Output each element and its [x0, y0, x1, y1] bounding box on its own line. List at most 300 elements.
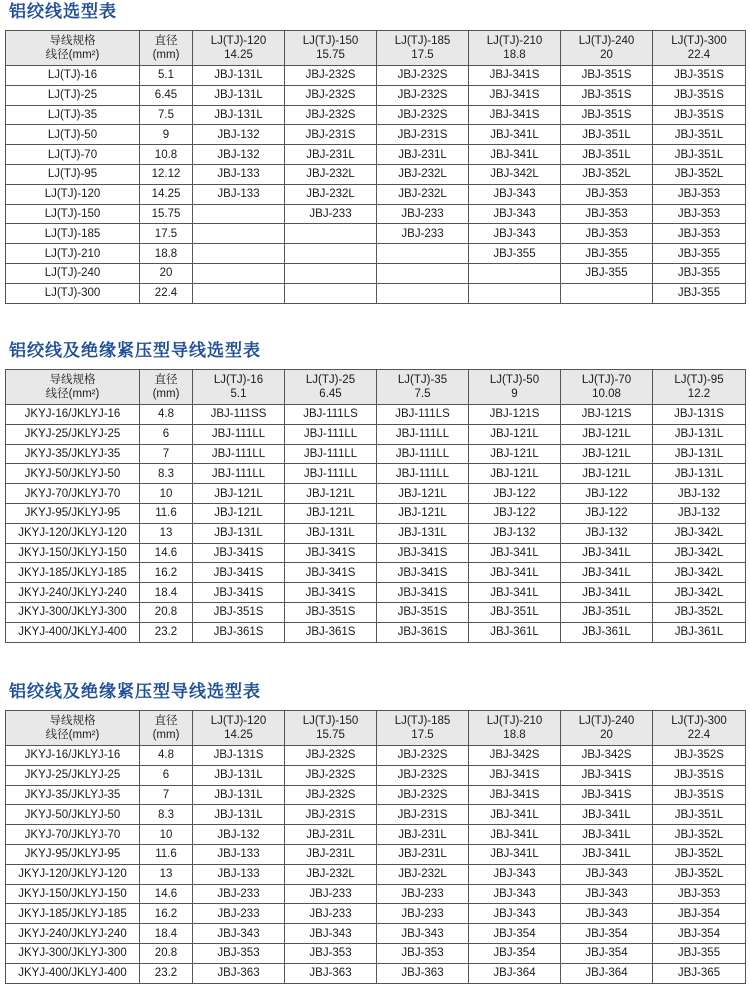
cell-connector-model: JBJ-121S: [561, 405, 653, 425]
cell-connector-model: JBJ-233: [193, 884, 285, 904]
header-diameter: [140, 711, 193, 746]
cell-connector-model: JBJ-232S: [285, 85, 377, 105]
table-row: [6, 785, 746, 805]
table-row: [6, 963, 746, 983]
cell-connector-model: JBJ-232L: [377, 184, 469, 204]
header-conductor-name: LJ(TJ)-210: [486, 35, 543, 47]
cell-connector-model: JBJ-133: [193, 184, 285, 204]
cell-connector-model: JBJ-232S: [377, 785, 469, 805]
cell-connector-model: JBJ-341L: [561, 543, 653, 563]
cell-connector-model: JBJ-111LL: [285, 464, 377, 484]
cell-connector-model: JBJ-361S: [193, 622, 285, 642]
cell-spec: LJ(TJ)-300: [6, 283, 140, 303]
cell-diameter: 18.8: [140, 244, 193, 264]
header-conductor-name: LJ(TJ)-150: [302, 35, 359, 47]
cell-spec: JKYJ-240/JKLYJ-240: [6, 924, 140, 944]
cell-connector-model: JBJ-353: [653, 884, 746, 904]
cell-connector-model: JBJ-341S: [193, 563, 285, 583]
cell-diameter: 20.8: [140, 943, 193, 963]
table-row: [6, 924, 746, 944]
cell-connector-model: JBJ-231S: [377, 125, 469, 145]
header-diameter-line2: (mm): [152, 729, 180, 741]
header-diameter-line1: 直径: [154, 374, 178, 386]
cell-diameter: 18.4: [140, 924, 193, 944]
cell-connector-model: JBJ-232L: [285, 184, 377, 204]
cell-connector-model: JBJ-122: [469, 484, 561, 504]
cell-connector-model: JBJ-361L: [469, 622, 561, 642]
cell-connector-model: JBJ-341L: [561, 844, 653, 864]
cell-connector-model: JBJ-232L: [285, 164, 377, 184]
cell-connector-model: JBJ-353: [285, 943, 377, 963]
cell-connector-model: JBJ-111SS: [193, 405, 285, 425]
cell-connector-model: JBJ-351S: [653, 66, 746, 86]
cell-connector-model: JBJ-232S: [377, 85, 469, 105]
cell-connector-model: JBJ-354: [561, 943, 653, 963]
cell-connector-model: JBJ-341S: [561, 785, 653, 805]
header-conductor-name: LJ(TJ)-185: [394, 35, 451, 47]
cell-connector-model: JBJ-131L: [193, 523, 285, 543]
cell-connector-model: JBJ-351S: [561, 66, 653, 86]
cell-connector-model: [469, 263, 561, 283]
cell-diameter: 13: [140, 523, 193, 543]
cell-connector-model: JBJ-131L: [193, 85, 285, 105]
table-row: [6, 943, 746, 963]
header-conductor-diameter: 15.75: [316, 49, 345, 61]
table-row: [6, 164, 746, 184]
cell-connector-model: JBJ-343: [469, 224, 561, 244]
cell-spec: JKYJ-25/JKLYJ-25: [6, 424, 140, 444]
cell-connector-model: JBJ-365: [653, 963, 746, 983]
cell-connector-model: JBJ-131L: [193, 66, 285, 86]
section-title: 铝绞线及绝缘紧压型导线选型表: [9, 341, 261, 360]
cell-connector-model: JBJ-361L: [561, 622, 653, 642]
cell-diameter: 4.8: [140, 405, 193, 425]
cell-connector-model: JBJ-232S: [285, 105, 377, 125]
cell-connector-model: JBJ-232L: [377, 864, 469, 884]
cell-connector-model: JBJ-232S: [377, 765, 469, 785]
cell-connector-model: JBJ-341L: [561, 805, 653, 825]
header-conductor-diameter: 12.2: [687, 388, 711, 400]
header-conductor-diameter: 7.5: [414, 388, 431, 400]
table-row: [6, 864, 746, 884]
cell-connector-model: JBJ-231L: [377, 825, 469, 845]
header-spec-line2: 线径(mm²): [45, 49, 100, 61]
table-row: [6, 145, 746, 165]
cell-spec: JKYJ-300/JKLYJ-300: [6, 602, 140, 622]
table-row: [6, 563, 746, 583]
cell-connector-model: JBJ-364: [469, 963, 561, 983]
cell-connector-model: JBJ-341S: [285, 543, 377, 563]
cell-connector-model: JBJ-351L: [653, 145, 746, 165]
header-conductor: [285, 31, 377, 66]
selection-section: [5, 680, 745, 992]
cell-connector-model: JBJ-341S: [193, 583, 285, 603]
cell-spec: JKYJ-120/JKLYJ-120: [6, 523, 140, 543]
cell-connector-model: [377, 283, 469, 303]
header-spec: [6, 370, 140, 405]
cell-connector-model: JBJ-361L: [653, 622, 746, 642]
cell-connector-model: JBJ-231L: [285, 844, 377, 864]
header-conductor: [561, 711, 653, 746]
table-row: [6, 263, 746, 283]
cell-connector-model: JBJ-111LL: [193, 444, 285, 464]
cell-connector-model: JBJ-131L: [653, 464, 746, 484]
header-conductor: [469, 31, 561, 66]
selection-table: [5, 369, 746, 643]
cell-diameter: 5.1: [140, 66, 193, 86]
cell-connector-model: JBJ-351S: [653, 85, 746, 105]
table-row: [6, 85, 746, 105]
cell-connector-model: JBJ-233: [285, 884, 377, 904]
header-conductor: [469, 370, 561, 405]
cell-connector-model: JBJ-121L: [469, 444, 561, 464]
header-conductor-name: LJ(TJ)-50: [489, 374, 540, 386]
cell-connector-model: JBJ-361S: [285, 622, 377, 642]
cell-connector-model: JBJ-132: [469, 523, 561, 543]
cell-connector-model: JBJ-132: [193, 125, 285, 145]
cell-diameter: 20: [140, 263, 193, 283]
header-conductor-diameter: 5.1: [230, 388, 247, 400]
cell-spec: LJ(TJ)-70: [6, 145, 140, 165]
cell-connector-model: JBJ-343: [469, 204, 561, 224]
cell-connector-model: JBJ-341S: [285, 583, 377, 603]
cell-connector-model: JBJ-231S: [285, 125, 377, 145]
header-conductor-diameter: 17.5: [411, 49, 434, 61]
cell-connector-model: JBJ-132: [193, 825, 285, 845]
cell-spec: LJ(TJ)-95: [6, 164, 140, 184]
cell-connector-model: JBJ-355: [469, 244, 561, 264]
cell-diameter: 11.6: [140, 503, 193, 523]
cell-connector-model: JBJ-342L: [653, 583, 746, 603]
cell-connector-model: JBJ-341S: [561, 765, 653, 785]
cell-diameter: 13: [140, 864, 193, 884]
cell-connector-model: JBJ-122: [469, 503, 561, 523]
header-conductor-diameter: 22.4: [687, 729, 711, 741]
cell-diameter: 16.2: [140, 563, 193, 583]
cell-connector-model: JBJ-121L: [561, 424, 653, 444]
cell-connector-model: JBJ-351S: [561, 105, 653, 125]
cell-connector-model: JBJ-363: [377, 963, 469, 983]
header-conductor: [469, 711, 561, 746]
cell-connector-model: JBJ-354: [653, 924, 746, 944]
cell-connector-model: JBJ-232S: [285, 765, 377, 785]
cell-spec: JKYJ-25/JKLYJ-25: [6, 765, 140, 785]
cell-connector-model: JBJ-232S: [285, 66, 377, 86]
header-spec-line1: 导线规格: [49, 374, 96, 386]
cell-connector-model: JBJ-351S: [285, 602, 377, 622]
header-diameter-line2: (mm): [152, 49, 180, 61]
cell-diameter: 10: [140, 825, 193, 845]
selection-table: [5, 30, 746, 304]
cell-connector-model: JBJ-231L: [377, 145, 469, 165]
cell-connector-model: JBJ-355: [653, 283, 746, 303]
cell-connector-model: JBJ-341L: [561, 583, 653, 603]
cell-connector-model: JBJ-341L: [561, 563, 653, 583]
cell-diameter: 7: [140, 785, 193, 805]
cell-connector-model: JBJ-355: [561, 263, 653, 283]
table-row: [6, 583, 746, 603]
cell-connector-model: JBJ-341S: [377, 583, 469, 603]
cell-connector-model: JBJ-354: [469, 924, 561, 944]
cell-diameter: 7.5: [140, 105, 193, 125]
header-conductor-diameter: 18.8: [503, 729, 526, 741]
cell-diameter: 18.4: [140, 583, 193, 603]
cell-connector-model: JBJ-353: [561, 184, 653, 204]
cell-connector-model: JBJ-361S: [377, 622, 469, 642]
cell-diameter: 14.6: [140, 543, 193, 563]
header-conductor-diameter: 10.08: [592, 388, 621, 400]
cell-connector-model: JBJ-352L: [653, 602, 746, 622]
cell-connector-model: JBJ-351L: [561, 602, 653, 622]
table-row: [6, 283, 746, 303]
cell-connector-model: JBJ-341L: [469, 145, 561, 165]
cell-spec: JKYJ-240/JKLYJ-240: [6, 583, 140, 603]
cell-connector-model: JBJ-233: [193, 904, 285, 924]
cell-connector-model: JBJ-121L: [469, 424, 561, 444]
cell-connector-model: JBJ-232S: [285, 785, 377, 805]
header-conductor-name: LJ(TJ)-300: [671, 715, 727, 727]
cell-connector-model: JBJ-351S: [653, 105, 746, 125]
cell-connector-model: JBJ-121L: [377, 503, 469, 523]
table-row: [6, 224, 746, 244]
header-conductor-diameter: 9: [511, 388, 518, 400]
cell-connector-model: JBJ-111LS: [285, 405, 377, 425]
header-conductor: [561, 370, 653, 405]
cell-spec: LJ(TJ)-120: [6, 184, 140, 204]
cell-connector-model: JBJ-131L: [193, 105, 285, 125]
cell-connector-model: JBJ-341S: [469, 785, 561, 805]
cell-diameter: 6.45: [140, 85, 193, 105]
cell-connector-model: JBJ-343: [285, 924, 377, 944]
cell-connector-model: JBJ-343: [469, 884, 561, 904]
cell-connector-model: [469, 283, 561, 303]
cell-diameter: 12.12: [140, 164, 193, 184]
cell-connector-model: JBJ-341L: [469, 543, 561, 563]
cell-connector-model: [285, 224, 377, 244]
cell-connector-model: JBJ-341S: [377, 563, 469, 583]
cell-connector-model: JBJ-352L: [653, 164, 746, 184]
header-conductor-diameter: 20: [600, 729, 613, 741]
cell-connector-model: JBJ-342L: [469, 164, 561, 184]
cell-spec: JKYJ-70/JKLYJ-70: [6, 484, 140, 504]
cell-spec: JKYJ-120/JKLYJ-120: [6, 864, 140, 884]
cell-connector-model: JBJ-343: [469, 904, 561, 924]
table-row: [6, 543, 746, 563]
cell-diameter: 6: [140, 765, 193, 785]
cell-connector-model: JBJ-121L: [285, 503, 377, 523]
header-conductor: [285, 370, 377, 405]
header-conductor: [561, 31, 653, 66]
cell-connector-model: JBJ-132: [653, 503, 746, 523]
cell-connector-model: JBJ-111LL: [377, 464, 469, 484]
cell-connector-model: JBJ-355: [653, 263, 746, 283]
header-row: [6, 370, 746, 405]
cell-spec: JKYJ-16/JKLYJ-16: [6, 405, 140, 425]
header-row: [6, 711, 746, 746]
cell-connector-model: JBJ-111LL: [193, 424, 285, 444]
cell-connector-model: JBJ-351L: [561, 125, 653, 145]
cell-connector-model: JBJ-351S: [193, 602, 285, 622]
header-conductor: [377, 370, 469, 405]
cell-connector-model: JBJ-111LL: [285, 424, 377, 444]
header-diameter-line1: 直径: [154, 35, 178, 47]
cell-connector-model: JBJ-355: [653, 943, 746, 963]
cell-connector-model: JBJ-232S: [377, 746, 469, 766]
cell-connector-model: JBJ-355: [561, 244, 653, 264]
cell-diameter: 23.2: [140, 622, 193, 642]
cell-diameter: 20.8: [140, 602, 193, 622]
cell-diameter: 15.75: [140, 204, 193, 224]
cell-connector-model: JBJ-353: [561, 204, 653, 224]
cell-spec: LJ(TJ)-210: [6, 244, 140, 264]
cell-diameter: 10: [140, 484, 193, 504]
cell-connector-model: JBJ-353: [653, 224, 746, 244]
cell-connector-model: JBJ-131L: [653, 424, 746, 444]
cell-connector-model: JBJ-131L: [193, 785, 285, 805]
header-conductor: [377, 31, 469, 66]
header-conductor: [653, 711, 746, 746]
cell-spec: LJ(TJ)-240: [6, 263, 140, 283]
cell-connector-model: JBJ-343: [561, 904, 653, 924]
cell-connector-model: JBJ-121L: [469, 464, 561, 484]
cell-connector-model: JBJ-351L: [469, 602, 561, 622]
cell-connector-model: JBJ-341S: [469, 105, 561, 125]
table-row: [6, 105, 746, 125]
cell-connector-model: JBJ-343: [561, 884, 653, 904]
header-diameter-line2: (mm): [152, 388, 180, 400]
cell-diameter: 14.25: [140, 184, 193, 204]
cell-connector-model: JBJ-353: [561, 224, 653, 244]
cell-spec: LJ(TJ)-185: [6, 224, 140, 244]
header-conductor-name: LJ(TJ)-95: [674, 374, 724, 386]
cell-spec: JKYJ-95/JKLYJ-95: [6, 844, 140, 864]
cell-connector-model: JBJ-341L: [469, 844, 561, 864]
selection-section: [5, 0, 745, 330]
cell-connector-model: JBJ-131L: [653, 444, 746, 464]
cell-connector-model: JBJ-351S: [561, 85, 653, 105]
cell-connector-model: [377, 244, 469, 264]
cell-connector-model: JBJ-341L: [469, 805, 561, 825]
cell-spec: LJ(TJ)-16: [6, 66, 140, 86]
cell-spec: JKYJ-35/JKLYJ-35: [6, 444, 140, 464]
cell-spec: JKYJ-50/JKLYJ-50: [6, 464, 140, 484]
cell-connector-model: JBJ-121L: [377, 484, 469, 504]
cell-connector-model: JBJ-133: [193, 864, 285, 884]
cell-spec: JKYJ-185/JKLYJ-185: [6, 563, 140, 583]
cell-connector-model: JBJ-353: [653, 184, 746, 204]
cell-diameter: 7: [140, 444, 193, 464]
table-row: [6, 622, 746, 642]
cell-spec: LJ(TJ)-35: [6, 105, 140, 125]
header-row: [6, 31, 746, 66]
cell-diameter: 14.6: [140, 884, 193, 904]
cell-connector-model: JBJ-342L: [653, 523, 746, 543]
cell-connector-model: JBJ-111LL: [377, 424, 469, 444]
header-conductor: [193, 31, 285, 66]
cell-connector-model: JBJ-354: [469, 943, 561, 963]
section-title: 铝绞线选型表: [9, 2, 117, 21]
cell-connector-model: JBJ-232S: [377, 66, 469, 86]
header-conductor: [653, 370, 746, 405]
header-conductor-diameter: 20: [600, 49, 613, 61]
table-row: [6, 405, 746, 425]
table-row: [6, 444, 746, 464]
cell-connector-model: JBJ-352L: [653, 825, 746, 845]
cell-connector-model: JBJ-351S: [653, 765, 746, 785]
section-title: 铝绞线及绝缘紧压型导线选型表: [9, 682, 261, 701]
header-conductor: [193, 370, 285, 405]
cell-spec: JKYJ-185/JKLYJ-185: [6, 904, 140, 924]
cell-connector-model: JBJ-232L: [377, 164, 469, 184]
cell-connector-model: JBJ-233: [377, 904, 469, 924]
cell-connector-model: JBJ-353: [377, 943, 469, 963]
cell-diameter: 4.8: [140, 746, 193, 766]
cell-connector-model: JBJ-133: [193, 164, 285, 184]
cell-connector-model: JBJ-111LL: [193, 464, 285, 484]
cell-diameter: 8.3: [140, 805, 193, 825]
table-row: [6, 884, 746, 904]
cell-connector-model: [193, 224, 285, 244]
header-conductor-diameter: 14.25: [224, 49, 253, 61]
cell-connector-model: JBJ-121L: [193, 503, 285, 523]
cell-spec: LJ(TJ)-25: [6, 85, 140, 105]
cell-spec: JKYJ-35/JKLYJ-35: [6, 785, 140, 805]
cell-connector-model: JBJ-121S: [469, 405, 561, 425]
header-conductor: [653, 31, 746, 66]
header-conductor-diameter: 15.75: [316, 729, 345, 741]
cell-connector-model: JBJ-354: [653, 904, 746, 924]
cell-connector-model: [285, 244, 377, 264]
cell-connector-model: JBJ-131S: [193, 746, 285, 766]
header-conductor-diameter: 14.25: [224, 729, 253, 741]
cell-diameter: 9: [140, 125, 193, 145]
table-row: [6, 204, 746, 224]
cell-connector-model: JBJ-341L: [561, 825, 653, 845]
cell-connector-model: JBJ-351L: [561, 145, 653, 165]
cell-connector-model: JBJ-131L: [285, 523, 377, 543]
cell-connector-model: [193, 283, 285, 303]
cell-diameter: 8.3: [140, 464, 193, 484]
cell-connector-model: JBJ-341S: [285, 563, 377, 583]
cell-connector-model: JBJ-341S: [469, 66, 561, 86]
header-spec: [6, 31, 140, 66]
header-diameter: [140, 370, 193, 405]
cell-connector-model: JBJ-131L: [193, 805, 285, 825]
cell-connector-model: JBJ-232S: [377, 105, 469, 125]
table-row: [6, 746, 746, 766]
table-row: [6, 464, 746, 484]
cell-connector-model: JBJ-122: [561, 484, 653, 504]
cell-connector-model: JBJ-111LL: [285, 444, 377, 464]
table-row: [6, 602, 746, 622]
cell-connector-model: JBJ-354: [561, 924, 653, 944]
cell-connector-model: JBJ-341S: [469, 765, 561, 785]
cell-connector-model: JBJ-363: [193, 963, 285, 983]
cell-connector-model: JBJ-343: [377, 924, 469, 944]
cell-spec: JKYJ-400/JKLYJ-400: [6, 963, 140, 983]
cell-connector-model: JBJ-233: [377, 204, 469, 224]
table-row: [6, 184, 746, 204]
cell-spec: LJ(TJ)-50: [6, 125, 140, 145]
cell-connector-model: JBJ-342S: [561, 746, 653, 766]
header-conductor-name: LJ(TJ)-120: [210, 715, 267, 727]
header-conductor: [377, 711, 469, 746]
header-spec-line2: 线径(mm²): [45, 729, 100, 741]
header-conductor-name: LJ(TJ)-16: [213, 374, 264, 386]
cell-connector-model: JBJ-341S: [193, 543, 285, 563]
cell-spec: JKYJ-16/JKLYJ-16: [6, 746, 140, 766]
cell-connector-model: JBJ-343: [469, 184, 561, 204]
